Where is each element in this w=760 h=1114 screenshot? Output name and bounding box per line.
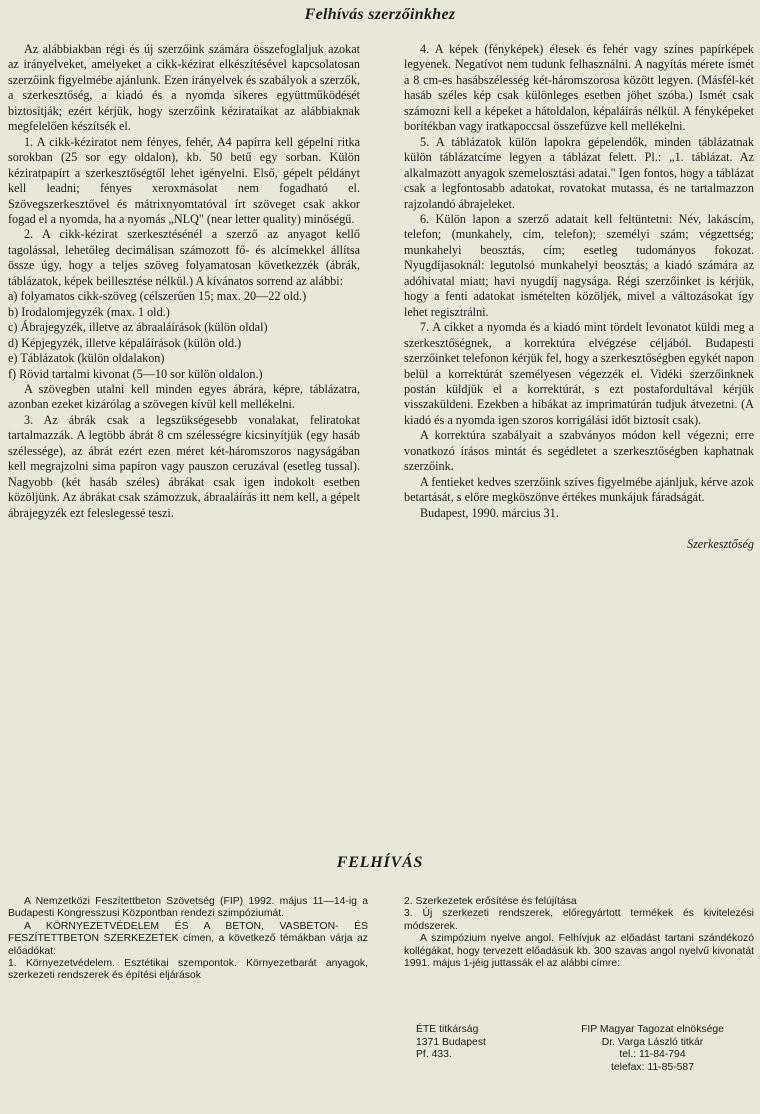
article-paragraph: Az alábbiakban régi és új szerzőink számára összefoglaljuk azokat az irányelveket, amelyeket a cikk-kézirat elkészítésével kapcsolatosan szerzőink figyelmébe ajánlunk. Ezen irányelvek és szabályok a szerzők, a szerkesztőség, a kiadó és a nyomda sikeres együttműködését biztosítják; ezért kérjük, hogy szerzőink kézirataikat az alábbiaknak megfelelően készítsék el. <box>8 42 360 134</box>
article-date: Budapest, 1990. március 31. <box>420 505 559 520</box>
article-paragraph: A fentieket kedves szerzőink szíves figyelmébe ajánljuk, kérve azok betartását, s előre megköszönve értékes munkájuk fáradságát. <box>404 474 754 505</box>
article-signature: Szerkesztőség <box>686 537 754 552</box>
article-paragraph: A korrektúra szabályait a szabványos módon kell végezni; erre vonatkozó írásos mintát és segédletet a szerkesztőségben kaphatnak szerzőink. <box>404 428 754 474</box>
contact-line: 1371 Budapest <box>416 1036 486 1048</box>
notice-column-left <box>8 896 368 983</box>
article-paragraph: A szövegben utalni kell minden egyes ábrára, képre, táblázatra, azonban ezeket kizárólag a szövegen kívül kell mellékelni. <box>8 381 360 412</box>
article-title: Felhívás szerzőinkhez <box>304 6 456 23</box>
article-paragraph: 4. A képek (fényképek) élesek és fehér vagy színes papírképek legyenek. Negatívot nem tudunk felhasználni. A nagyítás mérete ismét a 8 cm-es hasábszélesség két-háromszorosa között legyen. (Másfél-két hasáb széles kép csak különleges esetben jöhet szóba.) Ismét csak számozni kell a képeket a hátoldalon, képaláírás nélkül. A fényképeket borítékban vagy iratkapoccsal összefűzve kell mellékelni. <box>404 42 754 134</box>
list-item: d) Képjegyzék, illetve képaláírások (külön old.) <box>8 335 242 350</box>
article-column-left <box>8 42 360 521</box>
article-paragraph: 3. Az ábrák csak a legszükségesebb vonalakat, feliratokat tartalmazzák. A legtöbb ábrát 8 cm szélességre kicsinyítjük (egy hasáb szélessége), az ábrát ezért ezen méret két-háromszoros nagyságában kell megrajzolni sima papíron vagy pauszon ceruzával (esetleg tussal). Nagyobb (két hasáb széles) ábrákat csak igen indokolt esetben közöljünk. Az ábrákat csak számozzuk, ábraaláírás itt nem kell, a gépelt ábrajegyzék ezt feleslegessé teszi. <box>8 412 360 520</box>
contact-address-left <box>410 1024 520 1062</box>
notice-list-item: 1. Környezetvédelem. Esztétikai szempontok. Környezetbarát anyagok, szerkezeti rendszerek és építési eljárások <box>8 958 368 982</box>
contact-line: telefax: 11-85-587 <box>611 1061 694 1073</box>
notice-paragraph: A Nemzetközi Feszítettbeton Szövetség (FIP) 1992. május 11—14-ig a Budapesti Kongresszusi Központban rendezi szimpóziumát. <box>8 896 368 920</box>
contact-line: Dr. Varga László titkár <box>601 1036 704 1048</box>
list-item: a) folyamatos cikk-szöveg (célszerűen 15; max. 20—22 old.) <box>8 289 307 304</box>
contact-line: Pf. 433. <box>416 1049 452 1061</box>
notice-list-item: 3. Új szerkezeti rendszerek, előregyártott termékek és kivitelezési módszerek. <box>404 908 754 932</box>
contact-line: ÉTE titkárság <box>416 1024 479 1035</box>
list-item: e) Táblázatok (külön oldalakon) <box>8 351 165 366</box>
list-item: b) Irodalomjegyzék (max. 1 old.) <box>8 304 170 319</box>
notice-paragraph: A szimpózium nyelve angol. Felhívjuk az előadást tartani szándékozó kollégákat, hogy tervezett előadásuk kb. 300 szavas angol nyelvű kivonatát 1991. május 1-jéig juttassák el az alábbi címre: <box>404 933 754 970</box>
article-paragraph: 1. A cikk-kéziratot nem fényes, fehér, A4 papírra kell gépelni ritka sorokban (25 sor egy oldalon), kb. 50 betű egy sorban. Külön kéziratpapírt a szerkesztőségtől lehet igényelni. Első, gépelt példányt kell leadni; fényes xeroxmásolat nem fogadható el. Szövegszerkesztővel és mátrixnyomtatóval írt szöveget csak akkor fogad el a nyomda, ha a nyomás „NLQ" (near letter quality) minőségű. <box>8 134 360 226</box>
list-item: c) Ábrajegyzék, illetve az ábraaláírások (külön oldal) <box>8 320 268 335</box>
contact-line: FIP Magyar Tagozat elnöksége <box>581 1024 724 1035</box>
notice-paragraph: A KÖRNYEZETVÉDELEM ÉS A BETON, VASBETON- ÉS FESZÍTETTBETON SZERKEZETEK címen, a következő témákban várja az előadókat: <box>8 920 368 957</box>
article-paragraph: 6. Külön lapon a szerző adatait kell feltüntetni: Név, lakáscím, telefon; (munkahely, cím, telefon); személyi szám; végzettség; munkahelyi beosztás, cím; esetleg tudományos fokozat. Nyugdíjasoknál: legutolsó munkahelyi beosztás; a kiadó számára az adóhivatal miatt; havi nyugdíj nagysága. Régi szerzőinket is kérjük, hogy a fenti adatokat ismételten közöljék, mivel a változásokat így lehet regisztrálni. <box>404 211 754 319</box>
article-paragraph: 7. A cikket a nyomda és a kiadó mint tördelt levonatot küldi meg a szerkesztőségnek, a korrektúra elvégzése céljából. Budapesti szerzőinket telefonon kérjük fel, hogy a szerkesztőségben egykét napon belül a korrektúrát személyesen végezzék el. Vidéki szerzőinknek postán küldjük el a korrektúrát, s ezt postafordultával kérjük visszaküldeni. Ezekben a hibákat az imprimatúrán tudjuk átvezetni. (A kiadó és a nyomda igen szoros korrigálási időt biztosít csak). <box>404 320 754 427</box>
contact-line: tel.: 11-84-794 <box>619 1049 686 1061</box>
list-item: f) Rövid tartalmi kivonat (5—10 sor külön oldalon.) <box>8 366 263 381</box>
notice-column-right <box>404 896 754 970</box>
notice-list-item: 2. Szerkezetek erősítése és felújítása <box>404 896 577 907</box>
article-column-right <box>404 42 754 553</box>
contact-address-right <box>550 1024 755 1074</box>
article-paragraph: 2. A cikk-kézirat szerkesztésénél a szerző az anyagot kellő tagolással, lehetőleg decimálisan számozott fő- és alcímekkel állítsa össze úgy, hogy a teljes szöveg folyamatosan következzék (ábrák, táblázatok, képek beillesztése nélkül.) A kívánatos sorrend az alábbi: <box>8 227 360 288</box>
notice-title: FELHÍVÁS <box>336 854 424 871</box>
article-paragraph: 5. A táblázatok külön lapokra gépelendők, minden táblázatnak külön táblázatcíme legyen a táblázat felett. Pl.: „1. táblázat. Az alkalmazott anyagok szemelosztási adatai." Igen fontos, hogy a táblázat csak a legfontosabb adatokat, rovatokat mutassa, és ne tartalmazzon rajzolandó ábrajeleket. <box>404 134 754 211</box>
